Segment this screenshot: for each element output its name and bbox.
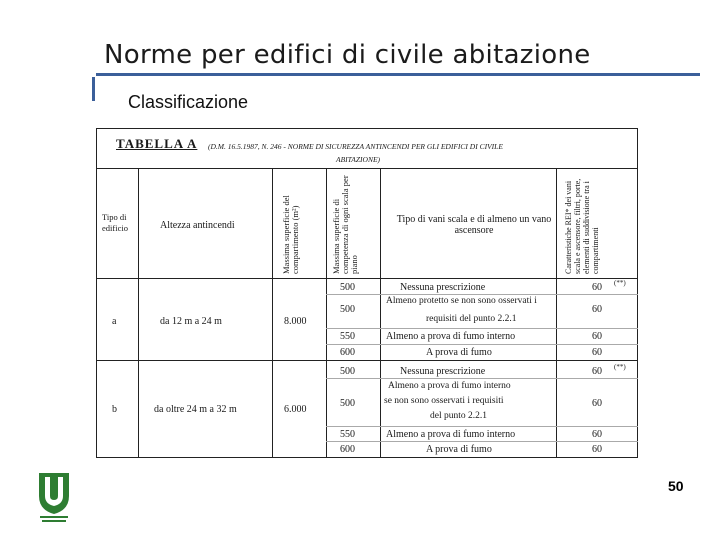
tipo-a: a [112,316,117,327]
rei-b4: 60 [592,444,602,455]
area-b1: 500 [340,366,355,377]
col-divider [272,168,273,458]
rei-a3: 60 [592,331,602,342]
area-a2: 500 [340,304,355,315]
page-number: 50 [668,478,684,494]
frame-left [96,128,97,458]
rei-b3: 60 [592,429,602,440]
slide-subtitle: Classificazione [128,92,249,112]
tipo-a1: Nessuna prescrizione [400,282,486,293]
tipo-a2-l2: requisiti del punto 2.2.1 [426,314,517,324]
university-logo-icon [36,470,72,524]
tipo-b3: Almeno a prova di fumo interno [386,429,516,440]
header-tipo: Tipo di edificio [102,212,128,233]
col-divider [326,168,327,458]
tipo-a4: A prova di fumo [426,347,492,358]
area-b2: 500 [340,398,355,409]
altezza-a: da 12 m a 24 m [160,316,222,327]
sup-a: 8.000 [284,316,307,327]
mark-a1: (**) [614,279,626,287]
scanned-table [96,128,638,458]
row-rule [326,294,638,295]
header-altezza: Altezza antincendi [160,220,235,231]
rei-a2: 60 [592,304,602,315]
area-a1: 500 [340,282,355,293]
header-rei: Caratteristiche REI* dei vani scala e ascensore, filtri, porte, elementi di suddivisione tra i compartimenti [564,178,600,274]
tipo-b2-l2: se non sono osservati i requisiti [384,396,504,406]
area-a4: 600 [340,347,355,358]
rei-a1: 60 [592,282,602,293]
row-rule [326,378,638,379]
col-divider [380,168,381,458]
area-b4: 600 [340,444,355,455]
slide-title: Norme per edifici di civile abitazione [104,40,591,70]
tipo-b2-l3: del punto 2.2.1 [430,411,487,421]
group-rule [96,360,638,361]
title-underline [96,73,700,76]
row-rule [326,328,638,329]
altezza-b: da oltre 24 m a 32 m [154,404,237,415]
table-title: TABELLA A [116,136,198,151]
table-header [96,128,638,166]
rei-b2: 60 [592,398,602,409]
row-rule [96,278,638,279]
rei-b1: 60 [592,366,602,377]
table-note: (D.M. 16.5.1987, N. 246 - NORME DI SICUREZZA ANTINCENDI PER GLI EDIFICI DI CIVILE [208,142,503,151]
row-rule [326,426,638,427]
area-a3: 550 [340,331,355,342]
tipo-b: b [112,404,117,415]
table-note-2: ABITAZIONE) [336,155,381,164]
sup-b: 6.000 [284,404,307,415]
col-divider [556,168,557,458]
header-sup-vano: Massima superficie di competenza di ogni scala per piano [331,175,359,274]
row-rule [326,441,638,442]
area-b3: 550 [340,429,355,440]
table-bottom [96,457,638,458]
tipo-b4: A prova di fumo [426,444,492,455]
header-vani: Tipo di vani scala e di almeno un vano ascensore [396,214,552,236]
tipo-a3: Almeno a prova di fumo interno [386,331,516,342]
tipo-a2-l1: Almeno protetto se non sono osservati i [386,296,537,306]
rei-a4: 60 [592,347,602,358]
header-sup-comp: Massima superficie del compartimento (m²) [281,195,300,274]
frame-right [637,128,638,458]
tipo-b1: Nessuna prescrizione [400,366,486,377]
mark-b1: (**) [614,363,626,371]
title-accent-bar [92,77,95,101]
tipo-b2-l1: Almeno a prova di fumo interno [388,381,511,391]
col-divider [138,168,139,458]
row-rule [326,344,638,345]
